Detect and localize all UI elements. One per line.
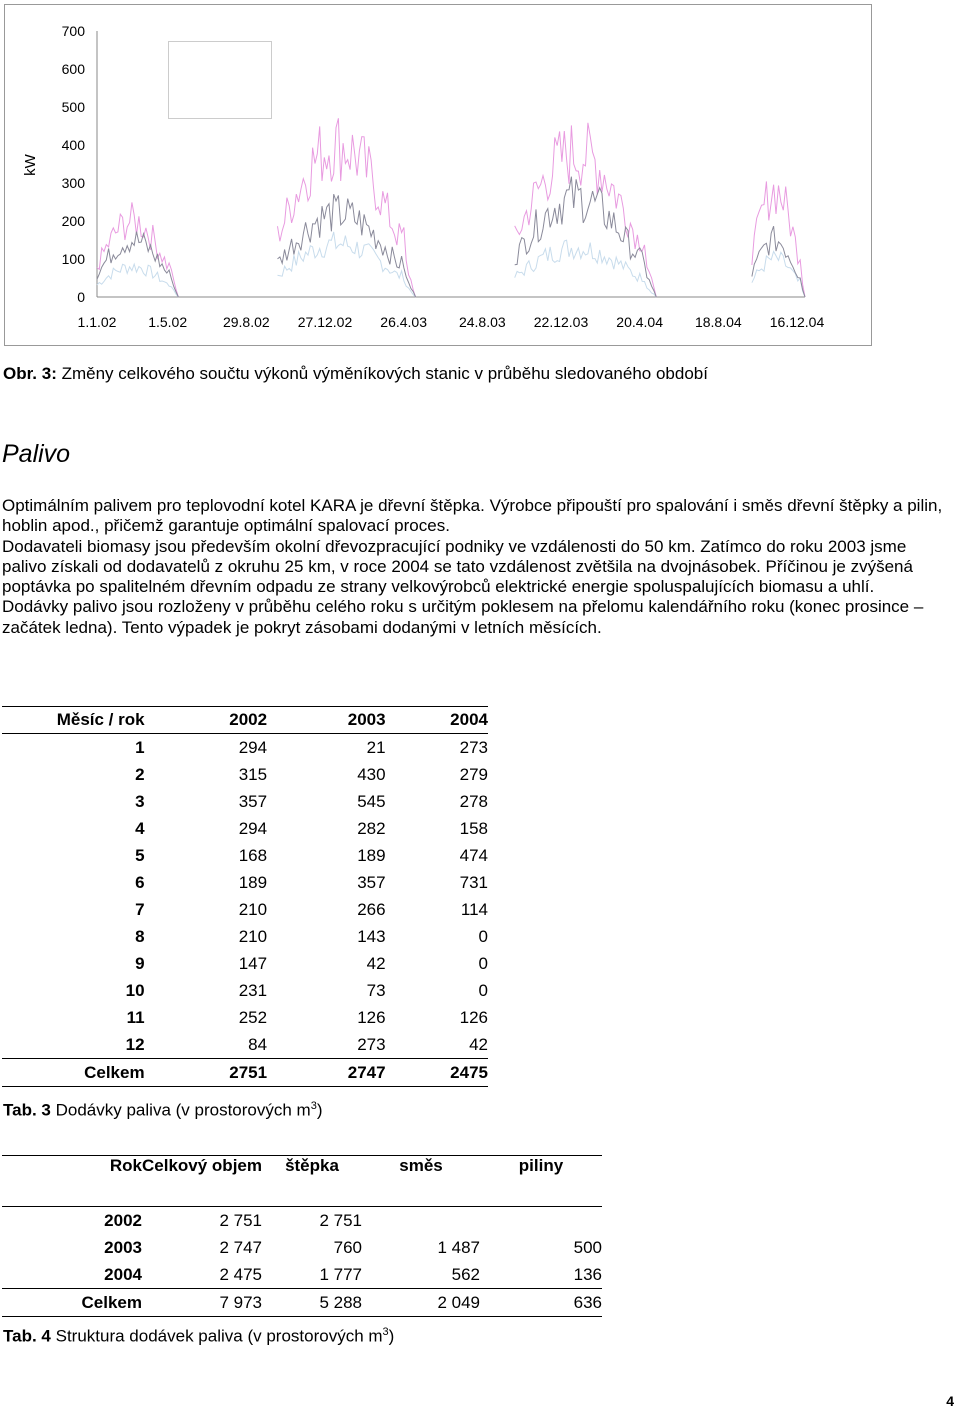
y-tick-label: 400 <box>61 137 85 153</box>
table-cell: 474 <box>459 845 488 865</box>
table-cell: 189 <box>238 872 268 892</box>
x-tick-label: 1.1.02 <box>77 314 117 330</box>
table-cell: 760 <box>333 1237 362 1257</box>
total-cell: 2475 <box>386 1059 488 1087</box>
table-row <box>2 896 488 923</box>
table-cell: 273 <box>357 1034 386 1054</box>
caption-number: 3 <box>41 1100 51 1120</box>
table-row <box>2 1234 602 1261</box>
y-tick-label: 0 <box>77 289 85 305</box>
total-cell: Celkem <box>2 1059 145 1087</box>
table-row <box>2 1207 602 1235</box>
y-tick-label: 200 <box>61 213 85 229</box>
table-cell: 4 <box>135 818 145 838</box>
table-row <box>2 869 488 896</box>
y-tick-label: 500 <box>61 99 85 115</box>
series-prumer-line <box>515 177 657 297</box>
series-min-line <box>97 264 178 297</box>
power-chart <box>4 4 872 346</box>
section-heading: Palivo <box>2 440 71 468</box>
series-min-line <box>278 232 416 297</box>
x-tick-label: 27.12.02 <box>297 314 353 330</box>
table-cell: 1 <box>135 737 145 757</box>
table-row <box>2 842 488 869</box>
paragraph-3: Dodávky palivo jsou rozloženy v průběhu celého roku s určitým poklesem na přelomu kalendářního roku (konec prosince –začátek ledna). Tento výpadek je pokryt zásobami dodanými v letních měsících. <box>2 597 924 637</box>
paragraph-2: Dodavateli biomasy jsou především okolní dřevozpracující podniky ve vzdálenosti do 50 km. Zatímco do roku 2003 jsme palivo získali od dodavatelů z okruhu 25 km, v roce 2004 se tato vzdálenost zvětšila na dvojnásobek. Příčinou je zvýšená poptávka po spalitelném dřevním odpadu ze strany velkovýrobců elektrické energie spoluspalujících biomasu a uhlí. <box>2 536 913 597</box>
series-prumer-line <box>278 194 416 297</box>
table-cell: 266 <box>357 899 386 919</box>
table-cell: 0 <box>478 980 488 1000</box>
x-tick-label: 1.5.02 <box>148 314 188 330</box>
header-cell: piliny <box>480 1156 602 1207</box>
table-cell: 114 <box>460 899 488 919</box>
y-tick-label: 600 <box>61 61 85 77</box>
table-cell: Celkem <box>2 1289 142 1317</box>
table-cell: 545 <box>357 791 386 811</box>
table-cell: 1 777 <box>319 1264 362 1284</box>
table-cell: 636 <box>480 1289 602 1317</box>
table-cell: 7 <box>135 899 145 919</box>
x-tick-label: 26.4.03 <box>380 314 428 330</box>
table-cell: 6 <box>135 872 145 892</box>
table-cell: 252 <box>238 1007 268 1027</box>
caption-prefix: Tab. <box>3 1326 37 1346</box>
table-cell: 10 <box>125 980 145 1000</box>
table-cell: 357 <box>357 872 386 892</box>
structure-table <box>2 1155 602 1317</box>
table4-caption <box>3 1326 394 1347</box>
table-cell: 1 487 <box>437 1237 480 1257</box>
header-cell: 2004 <box>386 707 488 734</box>
table-cell: 73 <box>366 980 386 1000</box>
header-cell: Celkový objem <box>142 1156 262 1207</box>
x-tick-label: 18.8.04 <box>694 314 742 330</box>
table-row <box>2 1031 488 1059</box>
caption-end: ) <box>388 1326 395 1346</box>
table-row <box>2 734 488 762</box>
table-cell: 2 751 <box>319 1210 362 1230</box>
paragraph-1: Optimálním palivem pro teplovodní kotel KARA je dřevní štěpka. Výrobce připouští pro spalování i směs dřevní štěpky a pilin, hoblin apod., přičemž garantuje optimální spalovací proces. <box>2 496 943 536</box>
table-cell: 136 <box>573 1264 602 1284</box>
table-cell: 42 <box>366 953 386 973</box>
table-header-row <box>2 707 488 734</box>
table-cell: 158 <box>459 818 488 838</box>
table-cell: 168 <box>238 845 268 865</box>
caption-text: Struktura dodávek paliva (v prostorových m <box>50 1326 383 1346</box>
table-cell: 294 <box>238 737 268 757</box>
table-cell: 357 <box>238 791 268 811</box>
y-tick-label: 300 <box>61 175 85 191</box>
table-row <box>2 950 488 977</box>
table-cell: 21 <box>366 737 386 757</box>
x-tick-label: 20.4.04 <box>616 314 664 330</box>
total-row <box>2 1059 488 1087</box>
table-row <box>2 815 488 842</box>
table-cell: 84 <box>248 1034 268 1054</box>
table-cell: 8 <box>135 926 145 946</box>
table-cell: 210 <box>238 926 268 946</box>
table-cell <box>362 1207 480 1235</box>
table-cell: 430 <box>357 764 386 784</box>
header-cell: štěpka <box>262 1156 362 1207</box>
caption-text: Změny celkového součtu výkonů výměníkových stanic v průběhu sledovaného období <box>56 364 708 383</box>
table-cell: 0 <box>478 926 488 946</box>
table-row <box>2 977 488 1004</box>
table-cell: 189 <box>357 845 386 865</box>
table-cell: 2 <box>135 764 145 784</box>
table-row <box>2 1004 488 1031</box>
total-cell: 2751 <box>145 1059 268 1087</box>
x-tick-label: 22.12.03 <box>533 314 589 330</box>
table-cell: 2003 <box>104 1237 142 1257</box>
table-cell: 2002 <box>104 1210 142 1230</box>
header-cell: Měsíc / rok <box>2 707 145 734</box>
table-cell: 210 <box>238 899 268 919</box>
page-number: 4 <box>946 1393 954 1409</box>
caption-prefix: Tab. <box>3 1100 37 1120</box>
table-row <box>2 788 488 815</box>
table-row <box>2 1261 602 1289</box>
header-cell: Rok <box>2 1156 142 1207</box>
table-row <box>2 761 488 788</box>
table-cell: 731 <box>459 872 488 892</box>
caption-prefix: Obr. <box>3 364 38 383</box>
y-axis-label: kW <box>22 154 39 176</box>
header-cell: 2003 <box>267 707 385 734</box>
x-tick-label: 24.8.03 <box>458 314 506 330</box>
table-cell: 294 <box>238 818 268 838</box>
table-cell: 126 <box>357 1007 386 1027</box>
table-cell: 0 <box>478 953 488 973</box>
table-cell: 11 <box>126 1007 145 1027</box>
table-cell: 2 049 <box>362 1289 480 1317</box>
chart-svg <box>5 5 871 345</box>
table-cell: 315 <box>238 764 268 784</box>
table-cell <box>480 1207 602 1235</box>
table-row <box>2 1289 602 1317</box>
x-tick-label: 16.12.04 <box>769 314 825 330</box>
table-cell: 500 <box>573 1237 602 1257</box>
table-cell: 9 <box>135 953 145 973</box>
chart-legend <box>168 41 272 119</box>
table-cell: 42 <box>469 1034 488 1054</box>
table-cell: 2 475 <box>219 1264 262 1284</box>
table-cell: 126 <box>459 1007 488 1027</box>
table-cell: 278 <box>459 791 488 811</box>
total-cell: 2747 <box>267 1059 385 1087</box>
y-tick-label: 100 <box>61 251 85 267</box>
table3-caption <box>3 1100 323 1121</box>
header-cell: 2002 <box>145 707 268 734</box>
y-tick-label: 700 <box>61 23 85 39</box>
table-cell: 7 973 <box>142 1289 262 1317</box>
table-cell: 2 747 <box>219 1237 262 1257</box>
table-cell: 562 <box>451 1264 480 1284</box>
header-cell: směs <box>362 1156 480 1207</box>
table-cell: 12 <box>125 1034 145 1054</box>
table-cell: 147 <box>238 953 268 973</box>
table-cell: 3 <box>135 791 145 811</box>
caption-end: ) <box>316 1100 323 1120</box>
series-prumer-line <box>752 226 805 297</box>
table-cell: 231 <box>238 980 268 1000</box>
caption-text: Dodávky paliva (v prostorových m <box>50 1100 311 1120</box>
caption-sup: 3 <box>382 1326 389 1338</box>
caption-number: 4 <box>41 1326 51 1346</box>
x-tick-label: 29.8.02 <box>222 314 270 330</box>
body-text <box>2 496 954 638</box>
table-row <box>2 923 488 950</box>
figure-caption <box>3 364 708 384</box>
table-cell: 282 <box>357 818 386 838</box>
caption-number: 3: <box>41 364 57 383</box>
table-cell: 143 <box>357 926 386 946</box>
table-cell: 2004 <box>104 1264 142 1284</box>
table-cell: 5 <box>135 845 145 865</box>
table-cell: 2 751 <box>219 1210 262 1230</box>
deliveries-table <box>2 706 488 1087</box>
table-header-row <box>2 1156 602 1207</box>
caption-sup: 3 <box>310 1100 317 1112</box>
table-cell: 279 <box>459 764 488 784</box>
table-cell: 5 288 <box>262 1289 362 1317</box>
table-cell: 273 <box>459 737 488 757</box>
